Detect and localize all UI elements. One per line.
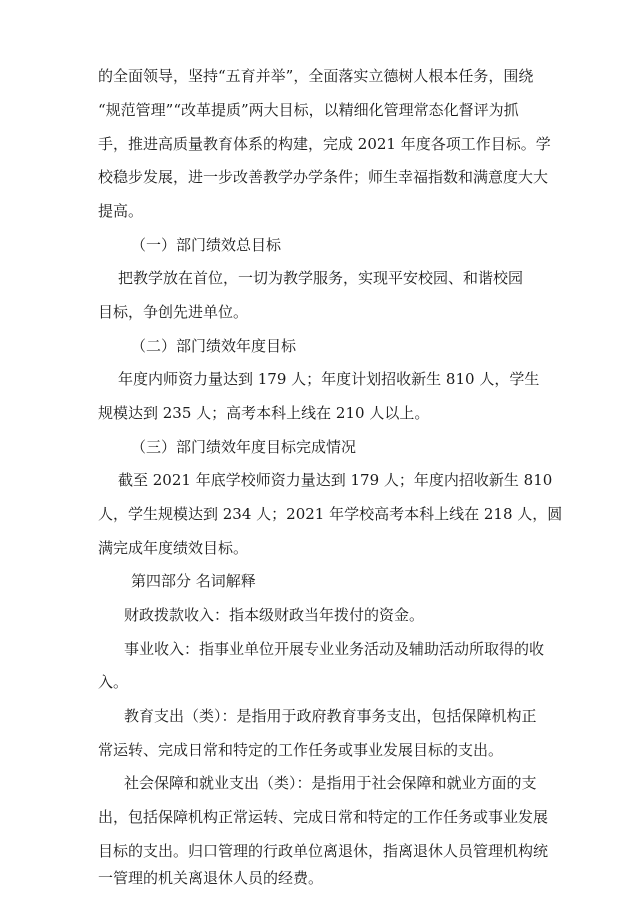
definition-line: 社会保障和就业支出（类）：是指用于社会保障和就业方面的支 <box>124 774 537 792</box>
definition-line: 一管理的机关离退休人员的经费。 <box>98 869 324 887</box>
definition-line: 教育支出（类）：是指用于政府教育事务支出，包括保障机构正 <box>124 707 537 725</box>
definition-line: 入。 <box>98 673 129 691</box>
paragraph-line: 把教学放在首位，一切为教学服务，实现平安校园、和谐校园 <box>118 269 524 287</box>
section-heading: （三）部门绩效年度目标完成情况 <box>131 438 357 456</box>
paragraph-line: 目标，争创先进单位。 <box>98 303 249 321</box>
part-heading: 第四部分 名词解释 <box>131 572 256 590</box>
paragraph-line: 年度内师资力量达到 179 人；年度计划招收新生 810 人，学生 <box>118 370 540 388</box>
paragraph-line: 提高。 <box>98 202 144 220</box>
paragraph-line: 规模达到 235 人；高考本科上线在 210 人以上。 <box>98 404 430 422</box>
definition-line: 目标的支出。归口管理的行政单位离退休，指离退休人员管理机构统 <box>98 842 549 860</box>
section-heading: （一）部门绩效总目标 <box>131 236 282 254</box>
paragraph-line: “规范管理”“改革提质”两大目标，以精细化管理常态化督评为抓 <box>98 101 519 119</box>
paragraph-line: 人，学生规模达到 234 人；2021 年学校高考本科上线在 218 人，圆 <box>98 505 563 523</box>
paragraph-line: 校稳步发展，进一步改善教学办学条件；师生幸福指数和满意度大大 <box>98 168 549 186</box>
definition-line: 事业收入：指事业单位开展专业业务活动及辅助活动所取得的收 <box>124 640 545 658</box>
definition-line: 出，包括保障机构正常运转、完成日常和特定的工作任务或事业发展 <box>98 808 549 826</box>
paragraph-line: 满完成年度绩效目标。 <box>98 539 249 557</box>
paragraph-line: 手，推进高质量教育体系的构建，完成 2021 年度各项工作目标。学 <box>98 135 551 153</box>
paragraph-line: 的全面领导，坚持“五育并举”，全面落实立德树人根本任务，围绕 <box>98 67 534 85</box>
paragraph-line: 截至 2021 年底学校师资力量达到 179 人；年度内招收新生 810 <box>118 471 553 489</box>
section-heading: （二）部门绩效年度目标 <box>131 337 297 355</box>
definition-line: 财政拨款收入：指本级财政当年拨付的资金。 <box>124 606 425 624</box>
definition-line: 常运转、完成日常和特定的工作任务或事业发展目标的支出。 <box>98 741 504 759</box>
